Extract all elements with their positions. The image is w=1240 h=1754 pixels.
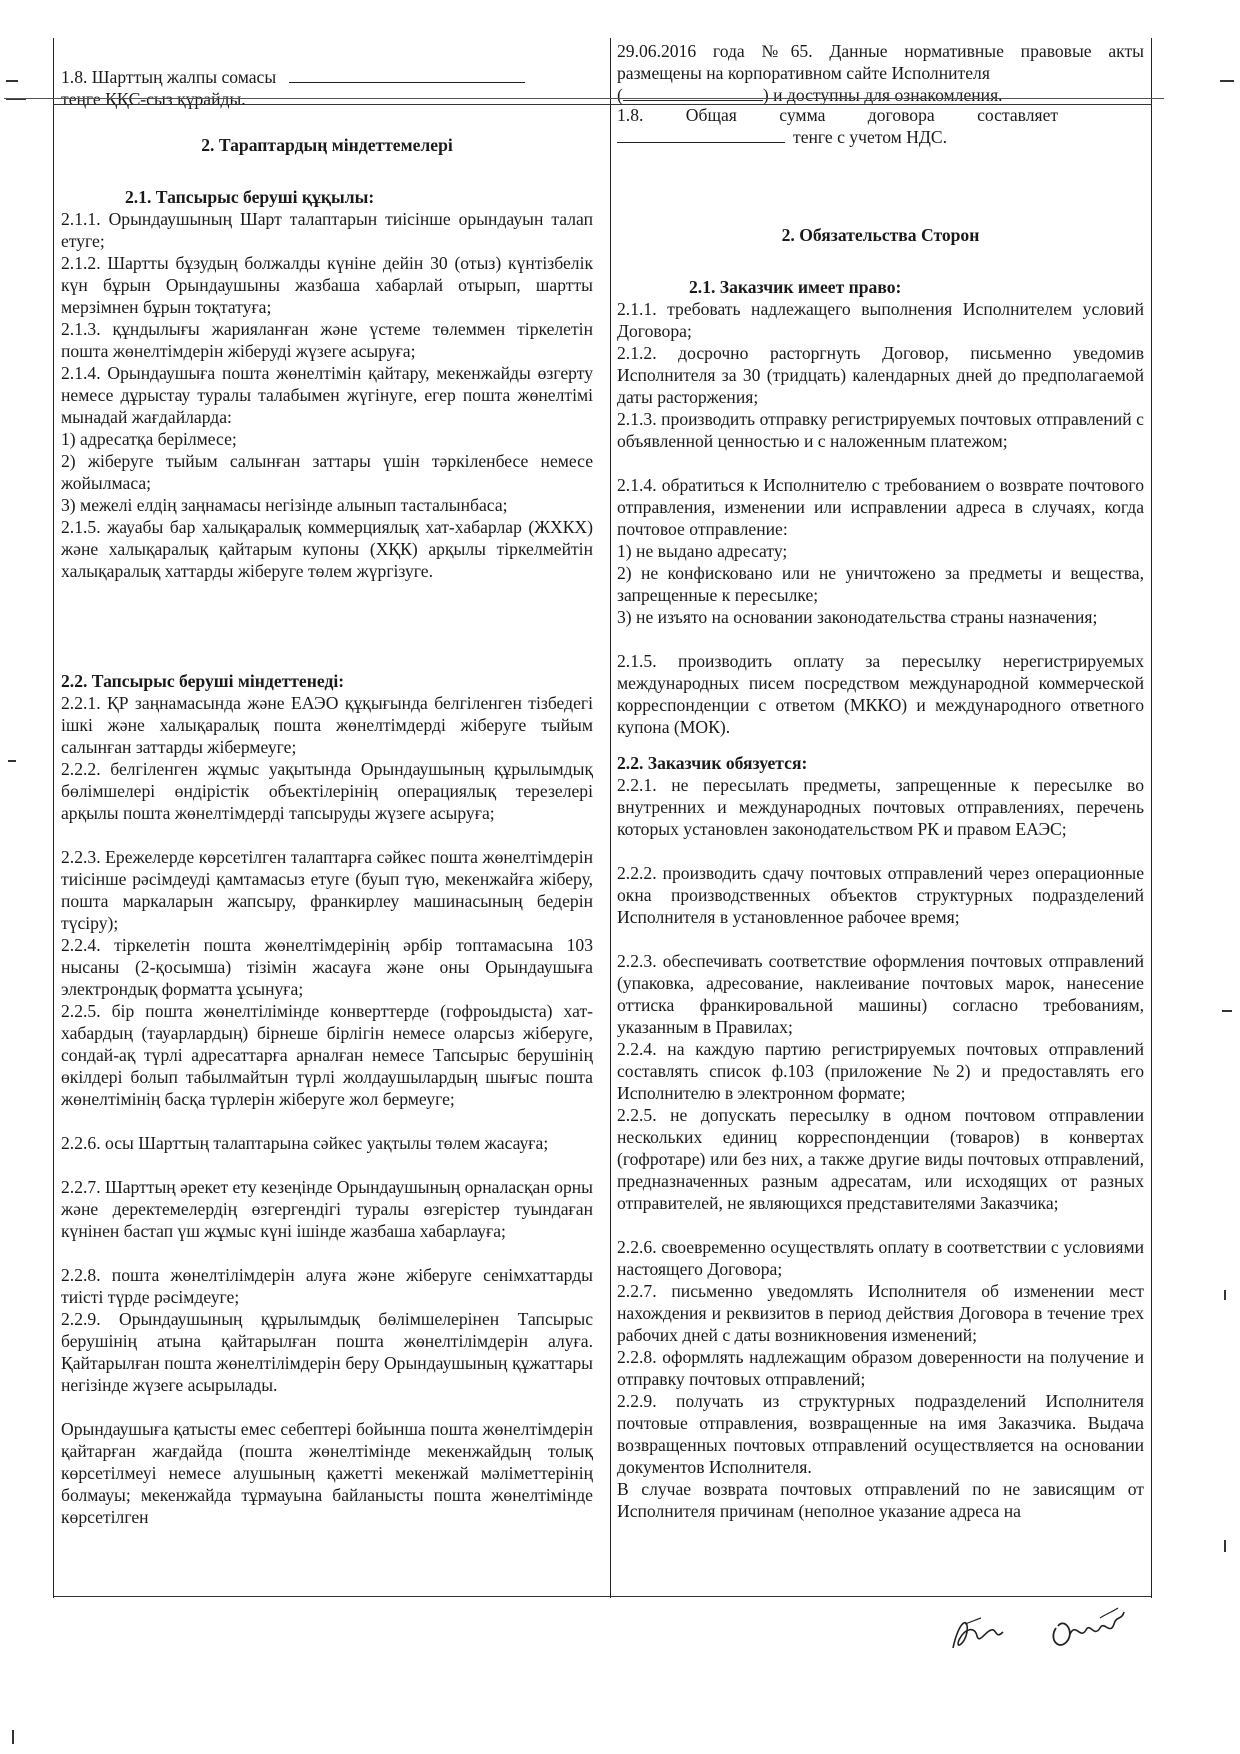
clause-2-2-9b-kz: Орындаушыға қатысты емес себептері бойынша пошта жөнелтімдерін қайтарған жағдайда (пошта жөнелтімінде мекенжайдың толық көрсетілмеуі немесе алушының қажетті мекенжай мәліметтерінің болмауы; мекенжайда тұрмауына байланысты пошта жөнелтімінде көрсетілген	[61, 1419, 593, 1527]
clause-2-1-4-item3-kz: 3) межелі елдің заңнамасы негізінде алынып тасталынбаса;	[61, 495, 508, 515]
amount-blank	[289, 66, 525, 83]
clause-text: ) и доступны для ознакомления.	[762, 85, 1003, 105]
signature-2	[1040, 1600, 1130, 1660]
clause-2-1-4-item2-kz: 2) жіберуге тыйым салынған заттары үшін тәркіленбесе немесе жойылмаса;	[61, 451, 593, 493]
clause-2-2-7-ru: 2.2.7. письменно уведомлять Исполнителя об изменении мест нахождения и реквизитов в период действия Договора в течение трех рабочих дней с даты возникновения изменений;	[617, 1281, 1144, 1345]
clause-2-2-8-kz: 2.2.8. пошта жөнелтілімдерін алуға және жіберуге сенімхаттарды тиісті түрде рәсімдеуге;	[61, 1265, 593, 1307]
clause-2-1-5-ru: 2.1.5. производить оплату за пересылку нерегистрируемых международных писем посредством международной коммерческой корреспонденции с ответом (МККО) и международного ответного купона (МОК).	[617, 651, 1144, 737]
clause-2-1-1-ru: 2.1.1. требовать надлежащего выполнения Исполнителем условий Договора;	[617, 299, 1144, 341]
section-2-heading-kz: 2. Тараптардың міндеттемелері	[201, 135, 453, 155]
clause-top-ru	[617, 40, 1144, 84]
clause-2-2-3-ru: 2.2.3. обеспечивать соответствие оформления почтовых отправлений (упаковка, адресование, наклеивание почтовых марок, нанесение оттиска франкировальной машины) согласно требованиям, указанным в Правилах;	[617, 951, 1144, 1037]
clause-2-1-4-item3-ru: 3) не изъято на основании законодательства страны назначения;	[617, 607, 1098, 627]
clause-2-2-1-kz: 2.2.1. ҚР заңнамасында және ЕАЭО құқығында белгіленген тізбедегі ішкі және халықаралық пошта жөнелтімдерді жіберуге тыйым салынған заттарды жібермеуге;	[61, 693, 593, 757]
clause-1-8b-ru	[617, 126, 1144, 148]
clause-2-2-8-ru: 2.2.8. оформлять надлежащим образом доверенности на получение и отправку почтовых отправлений;	[617, 1347, 1144, 1389]
clause-text: теңге ҚҚС-сыз құрайды.	[61, 89, 246, 109]
scan-mark	[1224, 1290, 1226, 1300]
clause-2-2-9-ru: 2.2.9. получать из структурных подразделений Исполнителя почтовые отправления, возвращенные на имя Заказчика. Выдача возвращенных почтовых отправлений осуществляется на основании документов Исполнителя.	[617, 1391, 1144, 1477]
clause-2-2-2-kz: 2.2.2. белгіленген жұмыс уақытында Орындаушының құрылымдық бөлімшелері өндірістік объектілерінің операциялық терезелері арқылы пошта жөнелтімдерді тапсыруды жүзеге асыруға;	[61, 759, 593, 823]
clause-1-8b-kz	[61, 88, 593, 110]
clause-2-1-4-item1-kz: 1) адресатқа берілмесе;	[61, 429, 237, 449]
clause-2-1-4-kz: 2.1.4. Орындаушыға пошта жөнелтімін қайтару, мекенжайды өзгерту немесе дұрыстау туралы талабымен жүгінуге, егер пошта жөнелтімі мынадай жағдайларда:	[61, 363, 593, 427]
scan-mark	[8, 760, 16, 762]
section-2-1-heading-kz: 2.1. Тапсырыс беруші құқылы:	[125, 187, 375, 207]
clause-text: 1.8. Общая сумма договора составляет	[617, 105, 1059, 125]
clause-1-8-ru	[617, 104, 1144, 126]
clause-2-1-3-kz: 2.1.3. құндылығы жарияланған және үстеме төлеммен тіркелетін пошта жөнелтімдерін жіберуді жүзеге асыруға;	[61, 319, 593, 361]
clause-2-1-5-kz: 2.1.5. жауабы бар халықаралық коммерциялық хат-хабарлар (ЖХКХ) және халықаралық қайтарым купоны (ХҚК) арқылы тіркелмейтін халықаралық хаттарды жіберуге төлем жүргізуге.	[61, 517, 593, 581]
amount-blank	[617, 126, 785, 143]
clause-2-1-4-ru: 2.1.4. обратиться к Исполнителю с требованием о возврате почтового отправления, изменении или исправлении адреса в случаях, когда почтовое отправление:	[617, 475, 1144, 539]
clause-2-2-2-ru: 2.2.2. производить сдачу почтовых отправлений через операционные окна производственных объектов структурных подразделений Исполнителя в установленное рабочее время;	[617, 863, 1144, 927]
clause-2-2-5-ru: 2.2.5. не допускать пересылку в одном почтовом отправлении нескольких единиц корреспонденции (товаров) в конвертах (гофротаре) или без них, а также другие виды почтовых отправлений, предназначенных разным адресатам, или исходящих от разных отправителей, не являющихся представителями Заказчика;	[617, 1105, 1144, 1213]
scan-mark	[1220, 80, 1234, 82]
scan-mark	[1222, 1010, 1232, 1012]
signature-1	[945, 1610, 1015, 1660]
clause-2-1-1-kz: 2.1.1. Орындаушының Шарт талаптарын тиісінше орындауын талап етуге;	[61, 209, 593, 251]
clause-2-2-7-kz: 2.2.7. Шарттың әрекет ету кезеңінде Орындаушының орналасқан орны және деректемелердің өзгергендігі туралы өзгерістер туындаған күнінен бастап үш жұмыс күні ішінде жазбаша хабарлауға;	[61, 1177, 593, 1241]
russian-column	[610, 38, 1151, 1598]
clause-2-2-9-kz: 2.2.9. Орындаушының құрылымдық бөлімшелерінен Тапсырыс берушінің атына қайтарылған пошта жөнелтілімдерін алуға. Қайтарылған пошта жөнелтілімдерін беру Орындаушының құжаттары негізінде жүзеге асырылады.	[61, 1309, 593, 1395]
clause-text: тенге с учетом НДС.	[793, 127, 948, 147]
clause-2-1-4-item1-ru: 1) не выдано адресату;	[617, 541, 788, 561]
clause-2-2-4-kz: 2.2.4. тіркелетін пошта жөнелтімдерінің әрбір топтамасына 103 нысаны (2-қосымша) тізімін жасауға және оны Орындаушыға электрондық форматта ұсынуға;	[61, 935, 593, 999]
clause-2-2-5-kz: 2.2.5. бір пошта жөнелтілімінде конверттерде (гофроыдыста) хат-хабардың (тауарлардың) бірнеше бірлігін немесе оларсыз жіберуге, сондай-ақ түрлі адресаттарға арналған немесе Тапсырыс берушінің өкілдері болып табылмайтын түрлі жолдаушылардың шығыс пошта жөнелтімінің басқа түрлерін жіберуге жол бермеуге;	[61, 1001, 593, 1109]
section-2-heading-ru: 2. Обязательства Сторон	[781, 225, 980, 245]
clause-2-1-4-item2-ru: 2) не конфисковано или не уничтожено за предметы и вещества, запрещенные к пересылке;	[617, 563, 1144, 605]
section-2-1-heading-ru: 2.1. Заказчик имеет право:	[689, 277, 902, 297]
scan-mark	[12, 1730, 14, 1744]
clause-2-2-1-ru: 2.2.1. не пересылать предметы, запрещенные к пересылке во внутренних и международных почтовых отправлениях, перечень которых установлен законодательством РК и правом ЕАЭС;	[617, 775, 1144, 839]
contract-table	[53, 38, 1152, 1598]
section-2-2-heading-kz: 2.2. Тапсырыс беруші міндеттенеді:	[61, 671, 345, 691]
clause-2-2-9b-ru: В случае возврата почтовых отправлений по не зависящим от Исполнителя причинам (неполное указание адреса на	[617, 1479, 1144, 1521]
clause-2-1-2-kz: 2.1.2. Шартты бұзудың болжалды күніне дейін 30 (отыз) күнтізбелік күн бұрын Орындаушыны жазбаша хабарлай отырып, шартты мерзімнен бұрын тоқтатуға;	[61, 253, 593, 317]
clause-2-2-4-ru: 2.2.4. на каждую партию регистрируемых почтовых отправлений составлять список ф.103 (приложение №2) и предоставлять его Исполнителю в электронном формате;	[617, 1039, 1144, 1103]
clause-2-2-6-kz: 2.2.6. осы Шарттың талаптарына сәйкес уақтылы төлем жасауға;	[61, 1133, 549, 1153]
clause-2-2-3-kz: 2.2.3. Ережелерде көрсетілген талаптарға сәйкес пошта жөнелтімдерін тиісінше рәсімдеуді қамтамасыз етуге (буып түю, мекенжайға жіберу, пошта маркаларын жапсыру, франкирлеу машинасының бедерін түсіру);	[61, 847, 593, 933]
clause-text: 29.06.2016 года №65. Данные нормативные правовые акты размещены на корпоративном сайте Исполнителя	[617, 41, 1144, 83]
clause-2-1-3-ru: 2.1.3. производить отправку регистрируемых почтовых отправлений с объявленной ценностью и с наложенным платежом;	[617, 409, 1144, 451]
scan-mark	[1224, 1540, 1226, 1552]
table-bottom-border	[54, 1596, 1151, 1597]
clause-1-8-kz	[61, 66, 593, 88]
clause-text: 1.8. Шарттың жалпы сомасы	[61, 67, 277, 87]
clause-top2-ru: ( ) и доступны для ознакомления.	[617, 85, 1003, 105]
clause-2-1-2-ru: 2.1.2. досрочно расторгнуть Договор, письменно уведомив Исполнителя за 30 (тридцать) календарных дней до предполагаемой даты расторжения;	[617, 343, 1144, 407]
section-2-2-heading-ru: 2.2. Заказчик обязуется:	[617, 753, 808, 773]
kazakh-column	[54, 38, 600, 1598]
scan-mark	[6, 80, 18, 82]
clause-2-2-6-ru: 2.2.6. своевременно осуществлять оплату в соответствии с условиями настоящего Договора;	[617, 1237, 1144, 1279]
scan-line	[4, 98, 1164, 99]
